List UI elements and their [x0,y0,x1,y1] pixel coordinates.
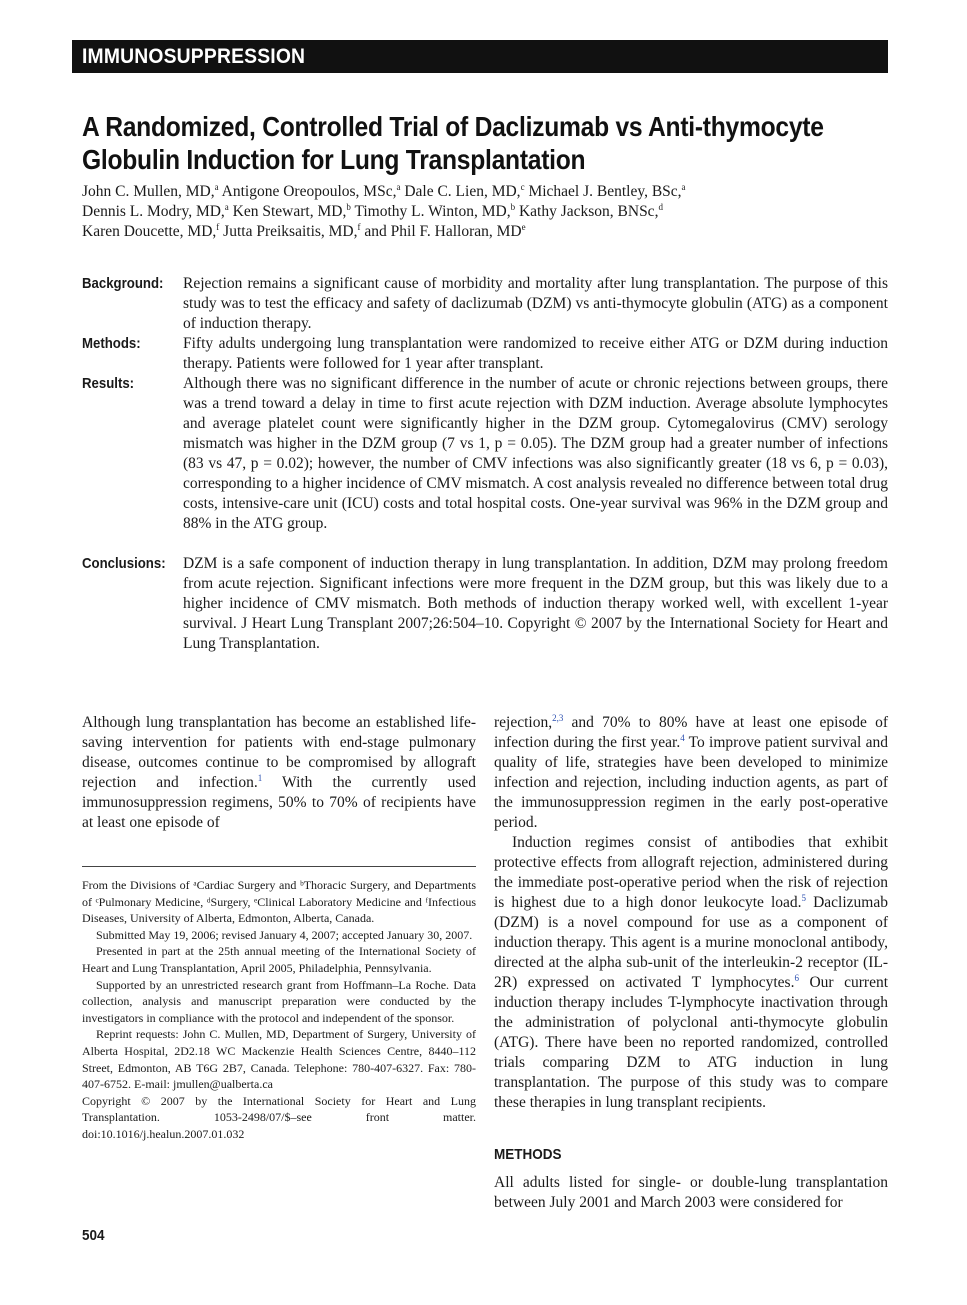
author-line-1: John C. Mullen, MD,$^a$ Antigone Oreopoulos, MSc,$^a$ Dale C. Lien, MD,$^c$ Michael J. Bentley, BSc,$^a$ [82,181,686,200]
paragraph: Induction regimes consist of antibodies that exhibit protective effects from allograft rejection, administered during the immediate post-operative period when the risk of rejection is highest due to a high donor leukocyte load.$^5$ Daclizumab (DZM) is a novel compound for use as a component of induction therapy. This agent is a murine monoclonal antibody, directed at the alpha sub-unit of the interleukin-2 receptor (IL-2R) expressed on activated T lymphocytes.$^6$ Our current induction therapy includes T-lymphocyte inactivation through the administration of polyclonal anti-thymocyte globulin (ATG). There have been no reported randomized, controlled trials comparing DZM to ATG induction in lung transplantation. The purpose of this study was to compare these therapies in lung transplant recipients. [494,834,889,1111]
author: John C. Mullen, MD, [82,183,215,200]
title-line-1: A Randomized, Controlled Trial of Daclizumab vs Anti-thymocyte [82,111,824,142]
citation-link[interactable]: 2,3 [552,712,564,723]
abstract-text: DZM is a safe component of induction therapy in lung transplantation. In addition, DZM may prolong freedom from acute rejection. Significant infections were more frequent in the DZM group, but this was likely due to a higher incidence of CMV mismatch. Both methods of induction therapy worked well, with excellent 1-year survival. J Heart Lung Transplant 2007;26:504–10. Copyright © 2007 by the International Society for Heart and Lung Transplantation. [183,555,888,652]
page-number: 504 [82,1227,105,1244]
abstract-text: Rejection remains a significant cause of morbidity and mortality after lung transplantation. The purpose of this study was to test the efficacy and safety of daclizumab (DZM) vs anti-thymocyte globulin (ATG) as a component of induction therapy. [183,275,888,332]
article-title [82,110,902,176]
citation-link[interactable]: 4 [680,732,685,743]
methods-paragraph [494,1173,888,1213]
author: and Phil F. Halloran, MD [364,223,522,240]
paragraph: rejection,$^{2,3}$ and 70% to 80% have at least one episode of infection during the first year.$^4$ To improve patient survival and quality of life, strategies have been developed to minimize infection and rejection, including induction agents, as part of the immunosuppression regimen in the early post-operative period. [494,712,888,831]
footnote-presented: Presented in part at the 25th annual meeting of the International Society of Heart and Lung Transplantation, April 2005, Philadelphia, Pennsylvania. [82,944,476,975]
body-right-column [494,713,888,1113]
author-line-3: Karen Doucette, MD,$^f$ Jutta Preiksaitis, MD,$^f$ and Phil F. Halloran, MDe [82,221,526,240]
author: Karen Doucette, MD, [82,223,217,240]
author: Dale C. Lien, MD, [404,183,521,200]
methods-heading: METHODS [494,1146,562,1163]
footnote-affiliation: From the Divisions of ᵃCardiac Surgery and ᵇThoracic Surgery, and Departments of ᶜPulmonary Medicine, ᵈSurgery, ᵉClinical Laboratory Medicine and ᶠInfectious Diseases, University of Alberta, Edmonton, Alberta, Canada. [82,878,476,926]
author: Ken Stewart, MD, [232,203,347,220]
abstract-text: Fifty adults undergoing lung transplantation were randomized to receive either ATG or DZM during induction therapy. Patients were followed for 1 year after transplant. [183,335,888,372]
footnote-reprint: Reprint requests: John C. Mullen, MD, Department of Surgery, University of Alberta Hospital, 2D2.18 WC Mackenzie Health Sciences Centre, 8440–112 Street, Edmonton, AB T6G 2B7, Canada. Telephone: 780-407-6327. Fax: 780-407-6752. E-mail: jmullen@ualberta.ca [82,1027,476,1092]
abstract-label: Methods: [82,335,141,352]
abstract-label: Results: [82,375,135,392]
citation-link[interactable]: 5 [801,892,807,903]
paragraph: Although lung transplantation has become an established life-saving intervention for patients with end-stage pulmonary disease, outcomes continue to be compromised by allograft rejection and infection.$^1$ With the currently used immunosuppression regimens, 50% to 70% of recipients have at least one episode of [82,714,476,831]
title-line-2: Globulin Induction for Lung Transplantation [82,144,586,175]
author: Jutta Preiksaitis, MD, [223,223,358,240]
footnote-supported: Supported by an unrestricted research grant from Hoffmann–La Roche. Data collection, analysis and manuscript preparation were conducted by the investigators in compliance with the protocol and independent of the sponsor. [82,977,476,1025]
abstract-label: Background: [82,275,164,292]
abstract-text: Although there was no significant difference in the number of acute or chronic rejections between groups, there was a trend toward a delay in time to first acute rejection with DZM induction. Average absolute lymphocytes and average platelet count were significantly higher in the DZM group. Cytomegalovirus (CMV) serology mismatch was higher in the DZM group (7 vs 1, p = 0.05). The DZM group had a greater number of infections (83 vs 47, p = 0.02); however, the number of CMV infections was also significantly greater (18 vs 6, p = 0.03), corresponding to a higher incidence of CMV mismatch. A cost analysis revealed no difference between total drug costs, intensive-care unit (ICU) costs and total hospital costs. One-year survival was 96% in the DZM group and 88% in the ATG group. [183,375,888,532]
citation-link[interactable]: 1 [257,772,263,783]
author: Kathy Jackson, BNSc, [518,203,659,220]
abstract-label: Conclusions: [82,555,166,572]
section-label: IMMUNOSUPPRESSION [82,45,306,68]
footnote-divider [82,866,476,867]
author-list [82,182,902,242]
author: Dennis L. Modry, MD, [82,203,225,220]
paragraph: All adults listed for single- or double-lung transplantation between July 2001 and March 2003 were considered for [494,1174,888,1211]
citation-link[interactable]: 6 [794,972,799,983]
footnotes [82,877,476,1143]
section-header-bar [72,40,888,73]
author: Timothy L. Winton, MD, [354,203,511,220]
footnote-copyright: Copyright © 2007 by the International Society for Heart and Lung Transplantation. 1053-2498/07/$–see front matter. doi:10.1016/j.healun.2007.01.032 [82,1093,476,1141]
author: Michael J. Bentley, BSc, [528,183,682,200]
author: Antigone Oreopoulos, MSc, [221,183,397,200]
body-left-column [82,713,476,833]
author-line-2: Dennis L. Modry, MD,$^a$ Ken Stewart, MD,$^b$ Timothy L. Winton, MD,$^b$ Kathy Jackson, BNSc,$^d$ [82,201,663,220]
footnote-submitted: Submitted May 19, 2006; revised January 4, 2007; accepted January 30, 2007. [96,927,473,942]
